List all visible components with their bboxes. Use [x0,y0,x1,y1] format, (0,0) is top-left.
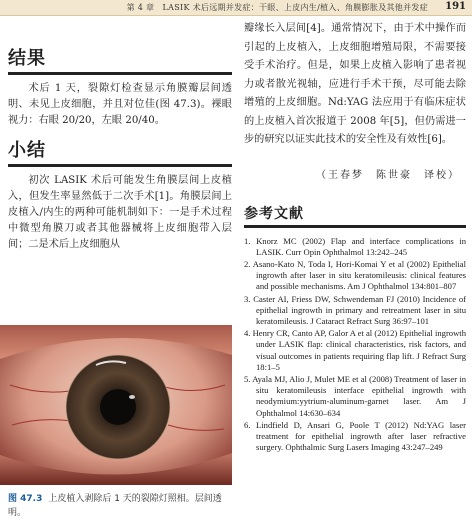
continued-paragraph: 瓣缘长入层间[4]。通常情况下，由于术中操作而引起的上皮植入，上皮细胞增殖局限，不需要接受手术治疗。但是，如果上皮植入影响了患者视力或者散光视轴，应进行手术干预，尽可能去除增殖的上皮细胞。Nd:YAG 法应用于有临床症状的上皮植入首次报道于 2008 年[5]，但仍需进一步的研究以证实此技术的安全性及有效性[6]。 [244,23,466,145]
summary-heading-rule [8,164,232,167]
summary-heading: 小结 [8,139,46,161]
reference-item: 6. Lindfield D, Ansari G, Poole T (2012) Nd:YAG laser treatment for epithelial ingrowth after laser refractive surgery. Ophthalmic Surg Lasers Imaging 43:247–249 [244,419,466,453]
reference-item: 5. Ayala MJ, Alio J, Mulet ME et al (2008) Treatment of laser in situ keratomileusis interface epithelial ingrowth with neodymium:yytrium-aluminum-garnet laser. Am J Ophthalmol 14:630–634 [244,373,466,418]
chapter-title: 第 4 章 LASIK 术后远期并发症：干眼、上皮内生/植入、角膜膨胀及其他并发症 [126,3,428,12]
slit-lamp-photo [0,325,232,485]
reference-list [244,236,466,454]
figure-label: 图 47.3 [8,494,43,504]
eye-photo-illustration [0,325,232,485]
page-number: 191 [445,1,466,12]
figure-caption [8,492,232,520]
references-heading: 参考文献 [244,205,304,222]
running-header [0,0,472,16]
figure-caption-text: 上皮植入剥除后 1 天的裂隙灯照相。层间透明。 [8,494,222,518]
result-paragraph: 术后 1 天，裂隙灯检查显示角膜瓣层间透明、未见上皮细胞，并且对位佳(图 47.3)。裸眼视力：右眼 20/20，左眼 20/40。 [8,83,232,127]
references-heading-rule [244,225,466,228]
reference-item: 2. Asano-Kato N, Toda I, Hori-Komai Y et al (2002) Epithelial ingrowth after laser in situ keratomileusis: clinical features and possible mechanisms. Am J Ophthalmol 134:801–807 [244,258,466,292]
reference-item: 3. Caster AI, Friess DW, Schwendeman FJ (2010) Incidence of epithelial ingrowth in primary and retreatment laser in situ keratomileusis. J Cataract Refract Surg 36:97–101 [244,293,466,326]
left-column [8,22,232,254]
translators-credit: （王春梦 陈世豪 译校） [316,169,460,181]
result-heading: 结果 [8,48,46,69]
summary-paragraph: 初次 LASIK 术后可能发生角膜层间上皮植入，但发生率显然低于二次手术[1]。角膜层间上皮植入/内生的两种可能机制如下：一是手术过程中微型角膜刀或者其他器械将上皮细胞带入层间；二是术后上皮细胞从 [8,174,232,251]
reference-item: 4. Henry CR, Canto AP, Galor A et al (2012) Epithelial ingrowth under LASIK flap: clinical characteristics, risk factors, and visual outcomes in patients requiring flap lift. J Refract Surg 18:1–5 [244,328,466,372]
reference-item: 1. Knorz MC (2002) Flap and interface complications in LASIK. Curr Opin Ophthalmol 13:242–245 [244,235,466,257]
right-column [244,20,466,454]
result-heading-rule [8,72,232,75]
